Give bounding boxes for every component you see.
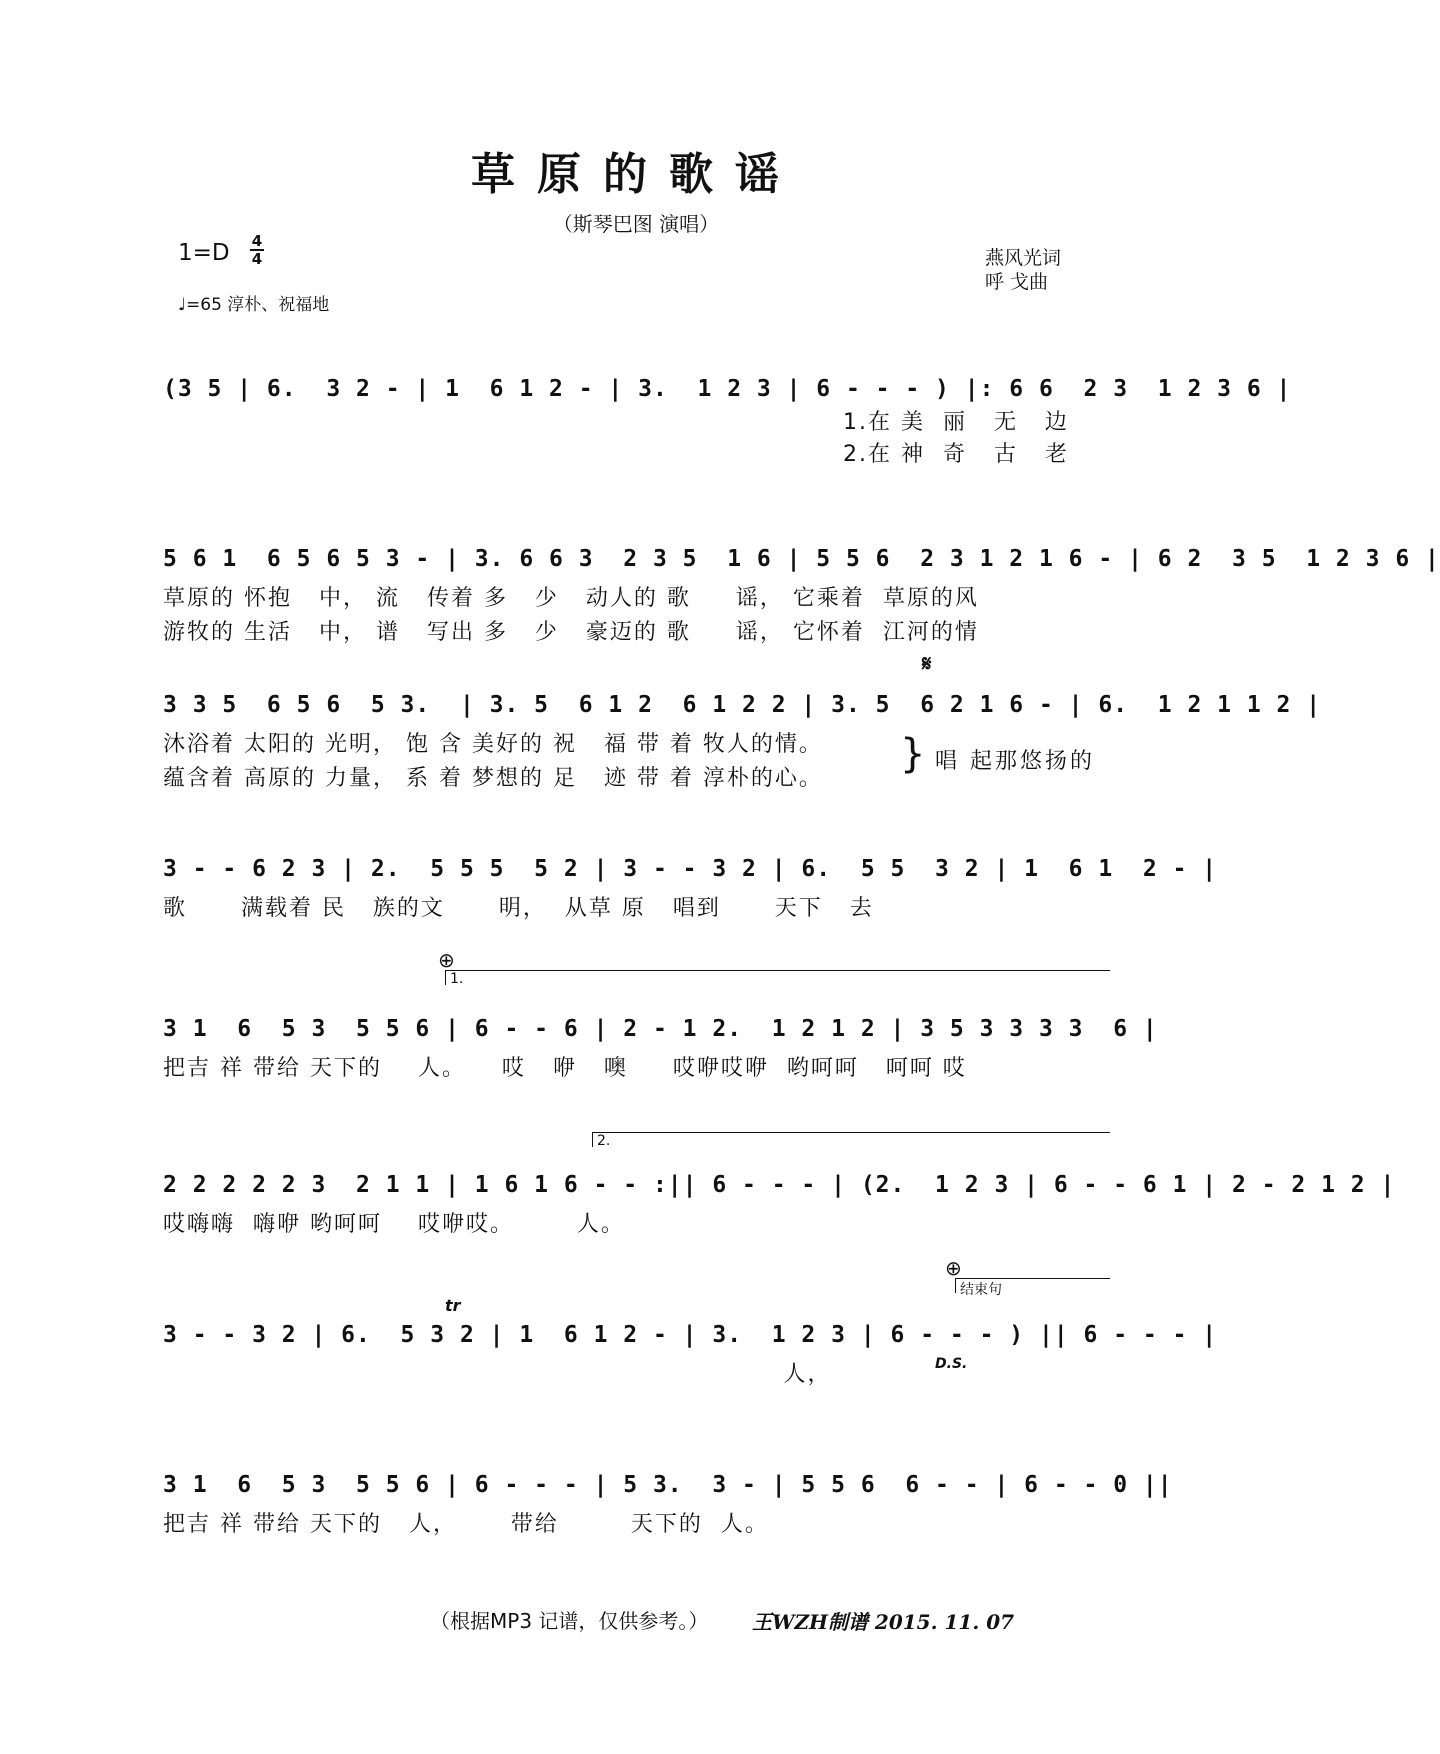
segno-sign: 𝄋 xyxy=(922,652,932,677)
coda-sign: ⊕ xyxy=(438,948,455,972)
transcriber-signature: 王WZH制谱 2015. 11. 07 xyxy=(752,1610,1015,1634)
lyrics-verse-2: 蕴含着 高原的 力量， 系 着 梦想的 足 迹 带 着 淳朴的心。 xyxy=(163,766,823,791)
lyrics-verse-1: 1.在 美 丽 无 边 xyxy=(843,410,1069,435)
verse-brace: } xyxy=(900,731,926,777)
time-signature-bottom: 4 xyxy=(251,250,263,268)
credits xyxy=(985,246,1061,294)
notes-line: 3 1 6 5 3 5 5 6 | 6 - - 6 | 2 - 1 2. 1 2 1 2 | 3 5 3 3 3 3 6 | xyxy=(163,1016,1158,1042)
lyrics-verse-1: 哎嗨嗨 嗨咿 哟呵呵 哎咿哎。 人。 xyxy=(163,1212,625,1237)
performer-credit: （斯琴巴图 演唱） xyxy=(552,212,720,236)
notes-line: 3 - - 3 2 | 6. 5 3 2 | 1 6 1 2 - | 3. 1 2 3 | 6 - - - ) || 6 - - - | xyxy=(163,1322,1218,1348)
footer-note: （根据MP3 记谱，仅供参考。） xyxy=(430,1609,709,1633)
ending-bracket: 结束句 xyxy=(955,1278,1110,1293)
lyrics-verse-1: 沐浴着 太阳的 光明， 饱 含 美好的 祝 福 带 着 牧人的情。 xyxy=(163,732,823,757)
lyrics-verse-2: 游牧的 生活 中， 谱 写出 多 少 豪迈的 歌 谣， 它怀着 江河的情 xyxy=(163,620,979,645)
refrain-lyric: 唱 起那悠扬的 xyxy=(935,749,1095,774)
notes-line: (3 5 | 6. 3 2 - | 1 6 1 2 - | 3. 1 2 3 | 6 - - - ) |: 6 6 2 3 1 2 3 6 | xyxy=(163,376,1292,402)
system-6 xyxy=(163,1168,1396,1242)
notes-line: 3 1 6 5 3 5 5 6 | 6 - - - | 5 3. 3 - | 5 5 6 6 - - | 6 - - 0 || xyxy=(163,1472,1173,1498)
system-7 xyxy=(163,1318,1218,1392)
notes-line: 5 6 1 6 5 6 5 3 - | 3. 6 6 3 2 3 5 1 6 | 5 5 6 2 3 1 2 1 6 - | 6 2 3 5 1 2 3 6 | xyxy=(163,546,1440,572)
composer: 呼 戈曲 xyxy=(985,271,1049,293)
lyrics-verse-1: 草原的 怀抱 中， 流 传着 多 少 动人的 歌 谣， 它乘着 草原的风 xyxy=(163,586,979,611)
lyrics-verse-1: 人， xyxy=(163,1362,832,1387)
volta-bracket: 1. xyxy=(445,970,1110,985)
dal-segno-mark: D.S. xyxy=(935,1356,968,1372)
system-1 xyxy=(163,372,1292,472)
time-signature-top: 4 xyxy=(251,232,263,250)
time-signature xyxy=(250,233,264,267)
system-2 xyxy=(163,542,1440,650)
tempo-marking: ♩=65 淳朴、祝福地 xyxy=(178,295,330,315)
lyrics-verse-2: 2.在 神 奇 古 老 xyxy=(843,442,1069,467)
volta-bracket: 2. xyxy=(592,1132,1110,1147)
notes-line: 3 - - 6 2 3 | 2. 5 5 5 5 2 | 3 - - 3 2 | 6. 5 5 3 2 | 1 6 1 2 - | xyxy=(163,856,1218,882)
page-title: 草原的歌谣 xyxy=(471,149,801,200)
system-8 xyxy=(163,1468,1173,1542)
coda-sign: ⊕ xyxy=(945,1256,962,1280)
trill-mark: tr xyxy=(445,1296,461,1315)
key-signature: 1=D xyxy=(178,240,230,266)
notes-line: 3 3 5 6 5 6 5 3. | 3. 5 6 1 2 6 1 2 2 | 3. 5 6 2 1 6 - | 6. 1 2 1 1 2 | xyxy=(163,692,1322,718)
system-3 xyxy=(163,688,1322,796)
lyrics-verse-1: 把吉 祥 带给 天下的 人， 带给 天下的 人。 xyxy=(163,1512,769,1537)
notes-line: 2 2 2 2 2 3 2 1 1 | 1 6 1 6 - - :|| 6 - - - | (2. 1 2 3 | 6 - - 6 1 | 2 - 2 1 2 | xyxy=(163,1172,1396,1198)
system-5 xyxy=(163,1012,1158,1086)
lyricist: 燕风光词 xyxy=(985,247,1062,269)
lyrics-verse-1: 歌 满载着 民 族的文 明， 从草 原 唱到 天下 去 xyxy=(163,896,874,921)
system-4 xyxy=(163,852,1218,926)
lyrics-verse-1: 把吉 祥 带给 天下的 人。 哎 咿 噢 哎咿哎咿 哟呵呵 呵呵 哎 xyxy=(163,1056,967,1081)
